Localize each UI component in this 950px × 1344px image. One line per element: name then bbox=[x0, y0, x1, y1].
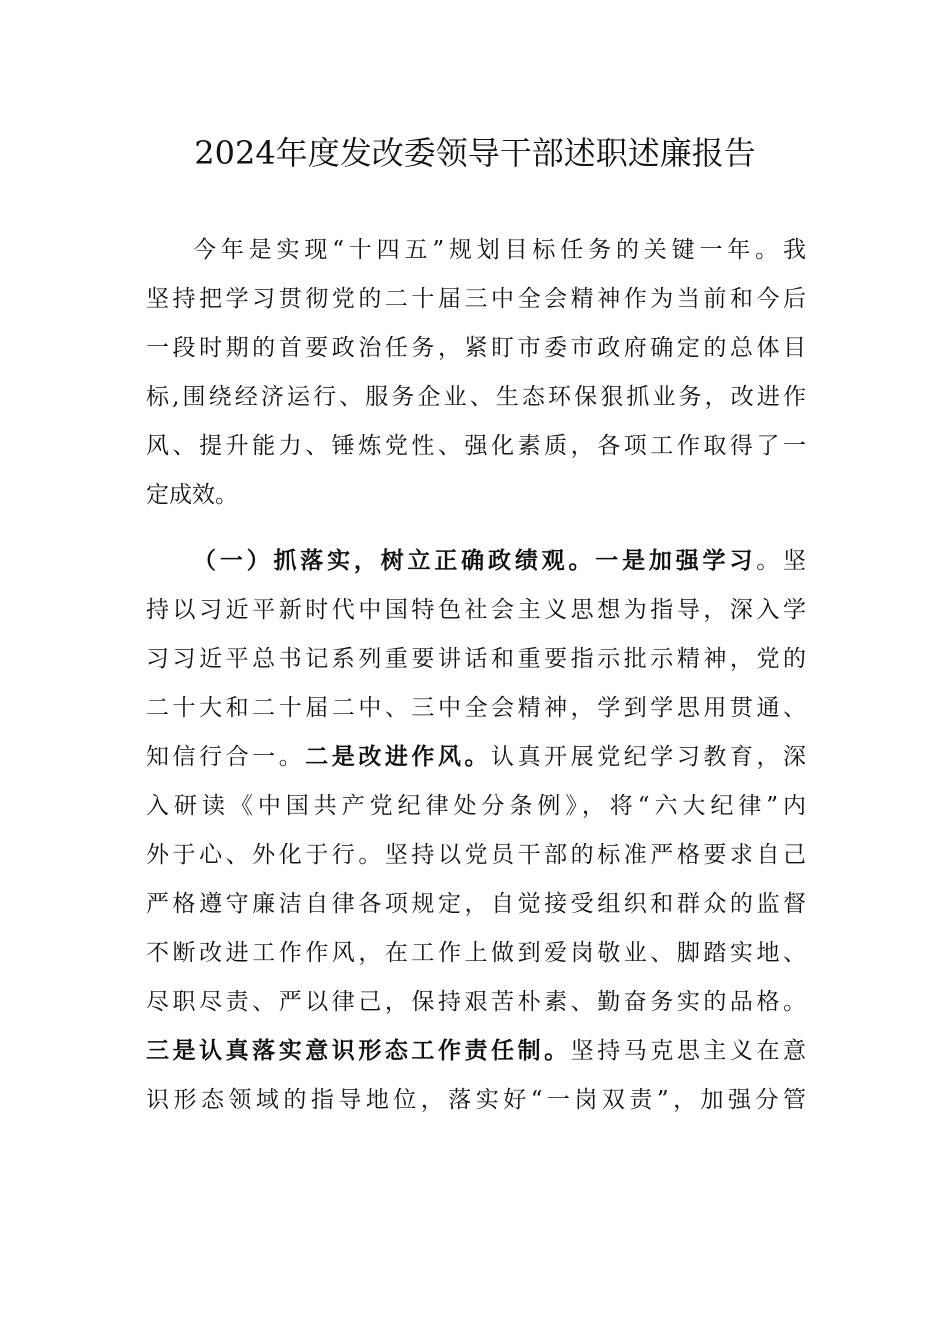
line11-tail: 坚持马克思主义在意 bbox=[570, 1038, 806, 1064]
section1-line-10: 尽职尽责、严以律己，保持艰苦朴素、勤奋务实的品格。 bbox=[146, 989, 806, 1015]
line1-tail: 。坚 bbox=[756, 548, 806, 574]
section1-line-1 bbox=[193, 543, 806, 579]
intro-line-6: 定成效。 bbox=[146, 482, 238, 508]
point2-label: 二是改进作风。 bbox=[305, 743, 492, 770]
intro-line-1: 今年是实现“十四五”规划目标任务的关键一年。我 bbox=[193, 237, 806, 263]
section1-line-4: 二十大和二十届二中、三中全会精神，学到学思用贯通、 bbox=[146, 695, 806, 721]
intro-line-2: 坚持把学习贯彻党的二十届三中全会精神作为当前和今后 bbox=[146, 286, 806, 312]
section1-line-9: 不断改进工作作风，在工作上做到爱岗敬业、脚踏实地、 bbox=[146, 940, 806, 966]
point1-label: 一是加强学习 bbox=[595, 547, 757, 574]
intro-line-5: 风、提升能力、锤炼党性、强化素质，各项工作取得了一 bbox=[146, 433, 806, 459]
line5-head: 知信行合一。 bbox=[146, 744, 306, 770]
section1-line-7: 外于心、外化于行。坚持以党员干部的标准严格要求自己 bbox=[146, 842, 806, 868]
section1-line-5 bbox=[146, 739, 806, 775]
section1-heading: （一）抓落实，树立正确政绩观。 bbox=[193, 547, 596, 574]
point3-label: 三是认真落实意识形态工作责任制。 bbox=[146, 1037, 571, 1064]
section1-line-6: 入研读《中国共产党纪律处分条例》，将“六大纪律”内 bbox=[146, 793, 806, 819]
line5-tail: 认真开展党纪学习教育，深 bbox=[491, 744, 806, 770]
document-title: 2024年度发改委领导干部述职述廉报告 bbox=[194, 134, 756, 172]
section1-line-11 bbox=[146, 1033, 806, 1069]
intro-line-4: 标,围绕经济运行、服务企业、生态环保狠抓业务，改进作 bbox=[146, 384, 806, 410]
section1-line-12: 识形态领域的指导地位，落实好“一岗双责”，加强分管 bbox=[146, 1087, 806, 1113]
intro-line-3: 一段时期的首要政治任务，紧盯市委市政府确定的总体目 bbox=[146, 335, 806, 361]
section1-line-2: 持以习近平新时代中国特色社会主义思想为指导，深入学 bbox=[146, 597, 806, 623]
section1-line-8: 严格遵守廉洁自律各项规定，自觉接受组织和群众的监督 bbox=[146, 891, 806, 917]
section1-line-3: 习习近平总书记系列重要讲话和重要指示批示精神，党的 bbox=[146, 646, 806, 672]
